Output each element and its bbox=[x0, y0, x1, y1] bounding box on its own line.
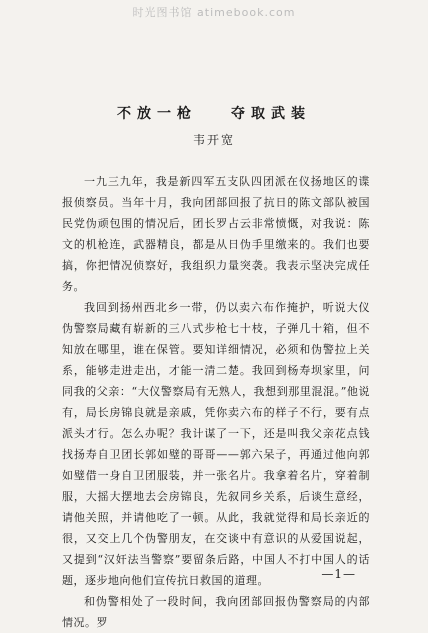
page-number: —1— bbox=[321, 567, 356, 581]
article-body bbox=[62, 171, 370, 633]
title-part-1: 不放一枪 bbox=[117, 106, 197, 122]
author-name: 韦开宽 bbox=[192, 133, 235, 147]
paragraph-2: 我回到扬州西北乡一带，仍以卖六布作掩护，听说大仪伪警察局藏有崭新的三八式步枪七十枝，子弹几十箱，但不知放在哪里，谁在保管。要知详细情况，必须和伪警拉上关系，能够走进走出，才能一清二楚。我回到杨寿坝家里，问同我的父亲：“大仪警察局有无熟人，我想到那里混混。”他说有，局长房锦良就是亲戚，凭你卖六布的样子不行，要有点派头才行。怎么办呢？我计谋了一下，还是叫我父亲花点钱找扬寿自卫团长郭如璧的哥哥——郭六呆子，再通过他向郭如璧借一身自卫团服装，并一张名片。我拿着名片，穿着制服，大摇大摆地去会房锦良，先叙同乡关系，后谈生意经，请他关照，并请他吃了一顿。从此，我就觉得和局长亲近的很，又交上几个伪警朋友，在交谈中有意识的从爱国说起，又提到“汉奸法当警察”要留条后路，中国人不打中国人的话题，逐步地向他们宣传抗日救国的道理。 bbox=[62, 301, 370, 587]
watermark: 时光图书馆 atimebook.com bbox=[132, 6, 296, 19]
paragraph-1: 一九三九年，我是新四军五支队四团派在仪扬地区的谍报侦察员。当年十月，我向团部回报了抗日的陈文部队被国民党伪顽包围的情况后，团长罗占云非常愤慨，对我说：陈文的机枪连，武器精良，都是从日伪手里缴来的。我们也要搞，你把情况侦察好，我组织力量突袭。我表示坚决完成任务。 bbox=[62, 175, 370, 293]
paragraph-3: 和伪警相处了一段时间，我向团部回报伪警察局的内部情况。罗 bbox=[62, 595, 370, 629]
title-part-2: 夺取武装 bbox=[231, 106, 311, 122]
page-title bbox=[0, 103, 428, 123]
